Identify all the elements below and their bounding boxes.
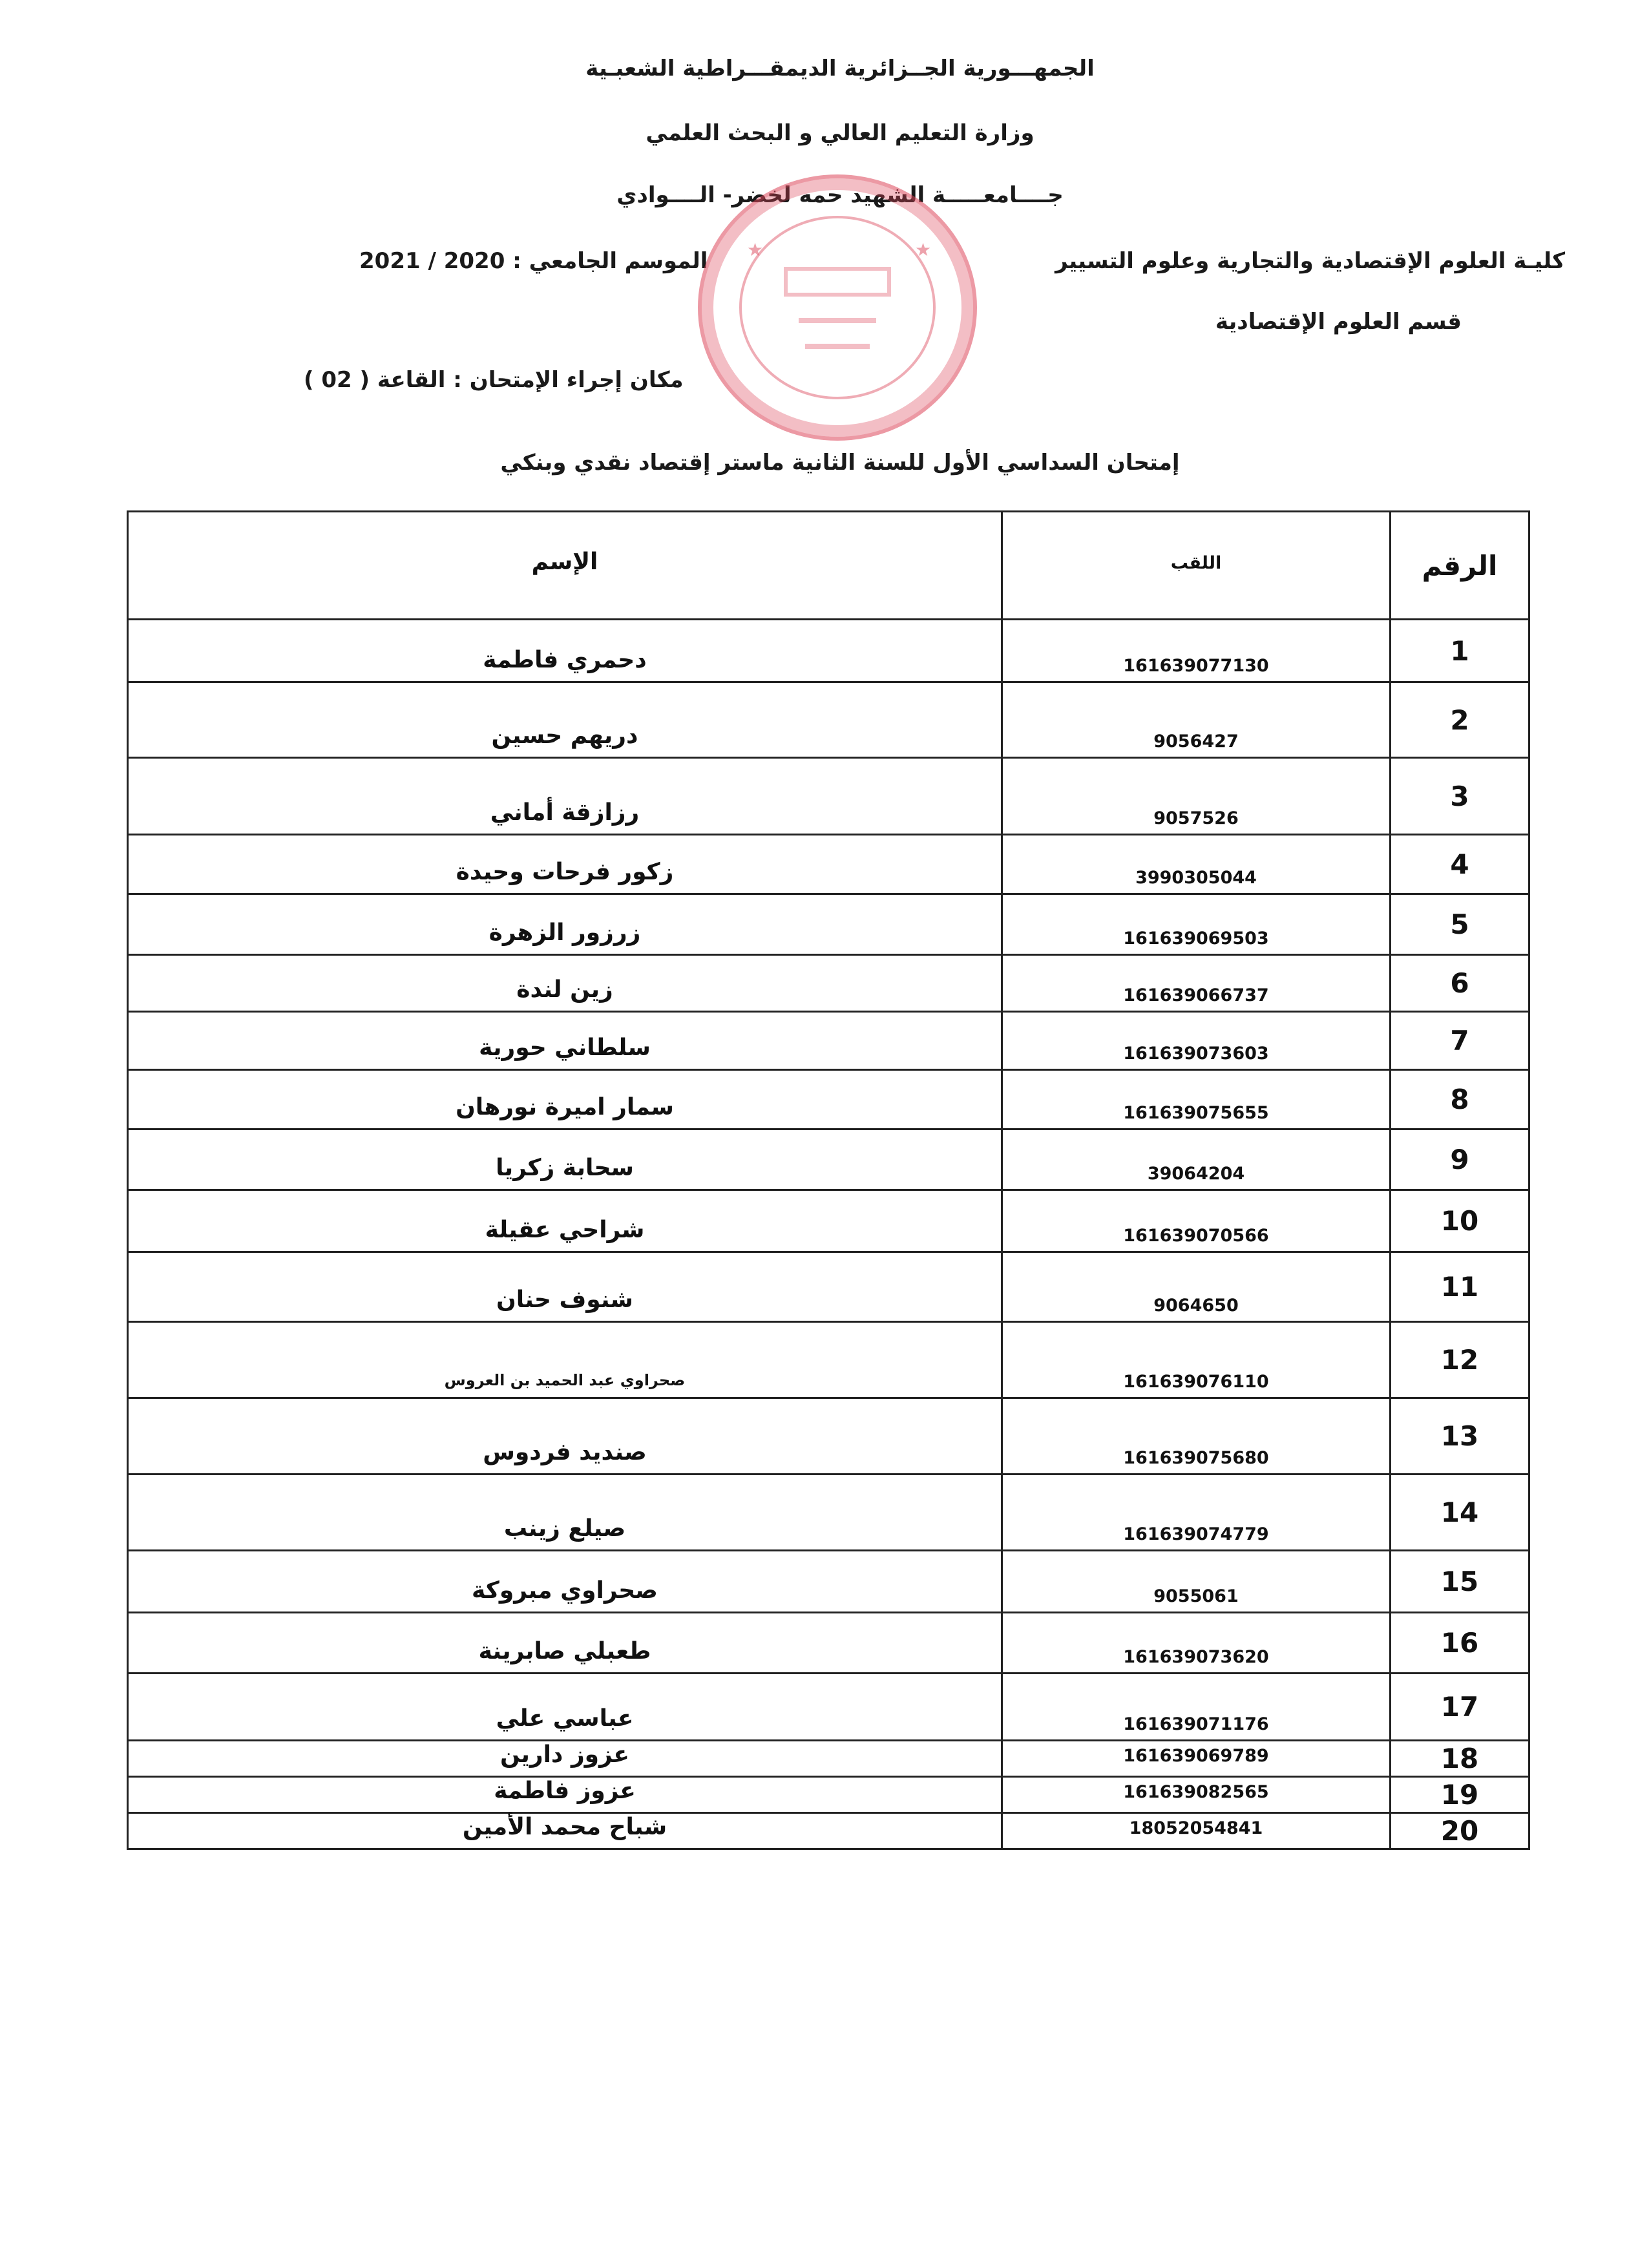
- department-title: قسم العلوم الإقتصادية: [1215, 309, 1462, 335]
- season-value: 2021 / 2020: [359, 248, 505, 274]
- table-row: [128, 1777, 1529, 1813]
- exam-title: إمتحان السداسي الأول للسنة الثانية ماستر إقتصاد نقدي وبنكي: [500, 450, 1180, 476]
- table-row: [128, 620, 1529, 682]
- row-name: عزوز دارين: [128, 1741, 1002, 1777]
- row-name: سمار اميرة نورهان: [128, 1070, 1002, 1129]
- table-row: [128, 1551, 1529, 1613]
- table-row: [128, 682, 1529, 758]
- table-row: [128, 758, 1529, 835]
- row-number: 13: [1391, 1398, 1529, 1475]
- season-label: الموسم الجامعي :: [512, 248, 708, 274]
- row-number: 15: [1391, 1551, 1529, 1613]
- place-value: ( 02 ): [304, 367, 370, 393]
- row-number: 18: [1391, 1741, 1529, 1777]
- table-row: [128, 1398, 1529, 1475]
- republic-title: الجمهـــورية الجــزائرية الديمقـــراطية الشعبـية: [585, 56, 1095, 81]
- table-row: [128, 1674, 1529, 1741]
- row-name: شباح محمد الأمين: [128, 1813, 1002, 1849]
- table-header-row: [128, 512, 1529, 620]
- ministry-title: وزارة التعليم العالي و البحث العلمي: [646, 120, 1035, 146]
- table-row: [128, 1129, 1529, 1190]
- row-name: صيلع زينب: [128, 1475, 1002, 1551]
- row-number: 7: [1391, 1012, 1529, 1070]
- row-name: صحراوي عبد الحميد بن العروس: [128, 1322, 1002, 1398]
- row-id: 161639076110: [1002, 1322, 1391, 1398]
- header-id: اللقب: [1002, 512, 1391, 620]
- row-id: 161639069789: [1002, 1741, 1391, 1777]
- row-number: 4: [1391, 835, 1529, 894]
- row-id: 161639074779: [1002, 1475, 1391, 1551]
- row-id: 161639075680: [1002, 1398, 1391, 1475]
- official-stamp-icon: [698, 174, 977, 441]
- svg-text:★: ★: [915, 239, 932, 260]
- row-number: 2: [1391, 682, 1529, 758]
- row-number: 10: [1391, 1190, 1529, 1252]
- svg-text:★: ★: [747, 239, 764, 260]
- row-name: دحمري فاطمة: [128, 620, 1002, 682]
- row-id: 9055061: [1002, 1551, 1391, 1613]
- table-row: [128, 1190, 1529, 1252]
- row-id: 39064204: [1002, 1129, 1391, 1190]
- row-number: 19: [1391, 1777, 1529, 1813]
- place-label: مكان إجراء الإمتحان : القاعة: [377, 367, 684, 393]
- row-id: 161639082565: [1002, 1777, 1391, 1813]
- table-row: [128, 835, 1529, 894]
- row-id: 161639066737: [1002, 955, 1391, 1012]
- row-number: 12: [1391, 1322, 1529, 1398]
- row-id: 161639073603: [1002, 1012, 1391, 1070]
- row-name: زين لندة: [128, 955, 1002, 1012]
- row-name: سحابة زكريا: [128, 1129, 1002, 1190]
- header-name: الإسم: [128, 512, 1002, 620]
- students-table: [127, 510, 1530, 1850]
- row-id: 9056427: [1002, 682, 1391, 758]
- row-name: رزازقة أماني: [128, 758, 1002, 835]
- row-name: شنوف حنان: [128, 1252, 1002, 1322]
- table-row: [128, 1475, 1529, 1551]
- row-id: 9064650: [1002, 1252, 1391, 1322]
- row-id: 161639075655: [1002, 1070, 1391, 1129]
- row-name: صنديد فردوس: [128, 1398, 1002, 1475]
- table-row: [128, 1252, 1529, 1322]
- table-row: [128, 894, 1529, 955]
- row-number: 14: [1391, 1475, 1529, 1551]
- row-name: زرزور الزهرة: [128, 894, 1002, 955]
- faculty-title: كليـة العلوم الإقتصادية والتجارية وعلوم التسيير: [1055, 248, 1565, 274]
- table-row: [128, 1741, 1529, 1777]
- exam-place: [304, 367, 684, 393]
- row-id: 161639069503: [1002, 894, 1391, 955]
- row-name: سلطاني حورية: [128, 1012, 1002, 1070]
- row-id: 18052054841: [1002, 1813, 1391, 1849]
- table-row: [128, 1012, 1529, 1070]
- university-title: جــــامعـــــة الشهيد حمه لخضر- الــــوادي: [616, 182, 1064, 208]
- row-name: دريهم حسين: [128, 682, 1002, 758]
- row-number: 6: [1391, 955, 1529, 1012]
- row-name: عباسي علي: [128, 1674, 1002, 1741]
- table-row: [128, 1070, 1529, 1129]
- row-id: 161639073620: [1002, 1613, 1391, 1674]
- row-number: 1: [1391, 620, 1529, 682]
- row-id: 9057526: [1002, 758, 1391, 835]
- row-name: عزوز فاطمة: [128, 1777, 1002, 1813]
- row-name: صحراوي مبروكة: [128, 1551, 1002, 1613]
- academic-season: [359, 248, 708, 274]
- row-id: 161639077130: [1002, 620, 1391, 682]
- row-number: 11: [1391, 1252, 1529, 1322]
- table-row: [128, 1322, 1529, 1398]
- row-name: طعبلي صابرينة: [128, 1613, 1002, 1674]
- table-row: [128, 1613, 1529, 1674]
- table-row: [128, 955, 1529, 1012]
- row-number: 9: [1391, 1129, 1529, 1190]
- row-name: شراحي عقيلة: [128, 1190, 1002, 1252]
- row-id: 161639070566: [1002, 1190, 1391, 1252]
- row-number: 17: [1391, 1674, 1529, 1741]
- row-number: 3: [1391, 758, 1529, 835]
- row-number: 20: [1391, 1813, 1529, 1849]
- table-row: [128, 1813, 1529, 1849]
- row-number: 16: [1391, 1613, 1529, 1674]
- row-name: زكور فرحات وحيدة: [128, 835, 1002, 894]
- row-id: 161639071176: [1002, 1674, 1391, 1741]
- row-number: 8: [1391, 1070, 1529, 1129]
- row-id: 3990305044: [1002, 835, 1391, 894]
- header-number: الرقم: [1391, 512, 1529, 620]
- row-number: 5: [1391, 894, 1529, 955]
